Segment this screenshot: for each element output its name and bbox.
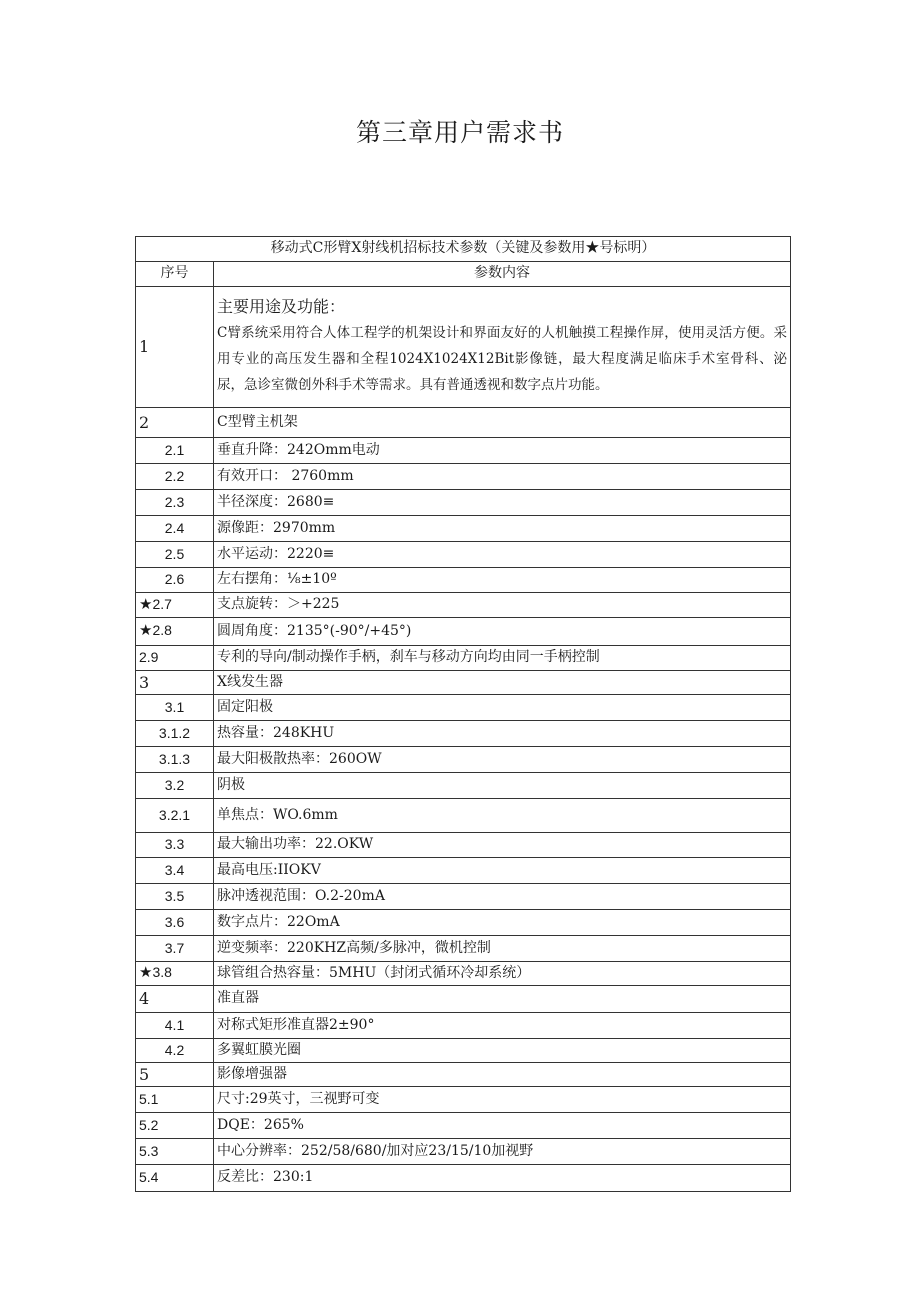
param-text: 有效开口： 2760mm [214,464,791,490]
section-title: 影像增强器 [214,1063,791,1087]
param-text: 支点旋转：＞+225 [214,593,791,618]
star-icon: ★ [139,622,153,640]
table-row [136,516,791,542]
param-text: 多翼虹膜光圈 [214,1039,791,1063]
row-number [136,936,214,962]
row-number-text: 5.3 [139,1142,159,1159]
table-row [136,695,791,721]
spec-table [135,236,791,1192]
row-number-text: 2.9 [139,649,159,666]
table-header-row [136,262,791,287]
row-number-text: 2.7 [152,595,172,612]
section-row [136,408,791,438]
table-row [136,618,791,646]
row-number [136,1087,214,1113]
section-row [136,671,791,695]
row-number [136,858,214,884]
row-number [136,773,214,799]
row-number-text: 3.3 [164,836,185,853]
row-number-text: 3.6 [164,913,185,930]
param-text: 尺寸:29英寸，三视野可变 [214,1087,791,1113]
table-row [136,910,791,936]
row-number [136,618,214,646]
row-number [136,747,214,773]
row-number [136,799,214,833]
param-text: 阴极 [214,773,791,799]
table-row [136,1013,791,1039]
table-row [136,858,791,884]
row-number-text: 3.2.1 [158,806,191,823]
row-number-text: 3.8 [152,964,172,981]
table-caption: 移动式C形臂X射线机招标技术参数（关键及参数用★号标明） [136,237,791,262]
param-text: 源像距：2970mm [214,516,791,542]
param-text: 固定阳极 [214,695,791,721]
star-icon: ★ [139,595,153,613]
table-row [136,1087,791,1113]
section-row [136,986,791,1013]
row-number-text: 3.2 [164,776,185,793]
table-row [136,1139,791,1165]
table-row [136,747,791,773]
row-number [136,721,214,747]
param-text: 中心分辨率：252/58/680/加对应23/15/10加视野 [214,1139,791,1165]
row-number [136,671,214,695]
intro-title: 主要用途及功能： [217,296,346,316]
intro-body: C臂系统采用符合人体工程学的机架设计和界面友好的人机触摸工程操作屏，使用灵活方便。采用专业的高压发生器和全程1024X1024X12Bit影像链，最大程度满足临床手术室骨科、泌尿，急诊室微创外科手术等需求。具有普通透视和数字点片功能。 [217,324,787,393]
table-caption-row [136,237,791,262]
row-number [136,695,214,721]
table-row [136,884,791,910]
intro-cell [214,287,791,408]
row-number [136,1063,214,1087]
table-row [136,438,791,464]
row-number [136,464,214,490]
section-row [136,1063,791,1087]
param-text: 脉冲透视范围：O.2-20mA [214,884,791,910]
row-number-text: 3.5 [164,887,185,904]
row-number [136,962,214,986]
row-number-text: 3.1.2 [158,724,191,741]
row-number: 1 [136,287,214,408]
param-text: 对称式矩形准直器2±90° [214,1013,791,1039]
row-number [136,568,214,593]
row-number [136,986,214,1013]
row-number-text: 3.1.3 [158,750,191,767]
row-number [136,1139,214,1165]
param-text: DQE：265% [214,1113,791,1139]
table-row [136,799,791,833]
row-number [136,516,214,542]
table-row [136,1113,791,1139]
page-title: 第三章用户需求书 [355,118,564,147]
row-number-text: 3.1 [164,698,185,715]
param-text: 圆周角度：2135°(-90°/+45°) [214,618,791,646]
param-text: 最大阳极散热率：260OW [214,747,791,773]
row-number-text: 3.4 [164,861,185,878]
table-row [136,464,791,490]
row-number-text: 5.4 [139,1169,159,1186]
section-title: X线发生器 [214,671,791,695]
table-row [136,593,791,618]
row-number-text: 2.6 [164,571,185,588]
row-number [136,833,214,858]
section-title: 准直器 [214,986,791,1013]
row-number-text: 5.2 [139,1116,159,1133]
param-text: 半径深度：2680≡ [214,490,791,516]
header-content: 参数内容 [214,262,791,287]
row-number [136,438,214,464]
param-text: 数字点片：22OmA [214,910,791,936]
row-number-text: 5.1 [139,1090,159,1107]
row-number [136,910,214,936]
param-text: 反差比：230:1 [214,1165,791,1192]
param-text: 单焦点：WO.6mm [214,799,791,833]
row-number [136,646,214,671]
star-icon: ★ [139,964,153,982]
table-row [136,568,791,593]
table-row [136,490,791,516]
row-number [136,1165,214,1192]
param-text: 专利的导向/制动操作手柄，刹车与移动方向均由同一手柄控制 [214,646,791,671]
table-row [136,1039,791,1063]
table-row [136,721,791,747]
row-number-text: 4 [139,989,150,1008]
row-number-text: 2.5 [164,545,185,562]
param-text: 球管组合热容量：5MHU（封闭式循环冷却系统） [214,962,791,986]
row-number-text: 2.4 [164,519,185,536]
table-row [136,833,791,858]
row-number [136,1013,214,1039]
row-number-text: 2.8 [152,622,172,639]
header-no: 序号 [136,262,214,287]
row-number-text: 2.2 [164,467,185,484]
param-text: 最大输出功率：22.OKW [214,833,791,858]
row-number-text: 4.1 [164,1016,185,1033]
row-number [136,1039,214,1063]
section-title: C型臂主机架 [214,408,791,438]
param-text: 水平运动：2220≡ [214,542,791,568]
row-number-text: 2 [139,412,150,432]
row-number-text: 2.1 [164,441,185,458]
row-number-text: 4.2 [164,1041,185,1058]
table-row [136,542,791,568]
table-row [136,962,791,986]
row-number-text: 3 [139,672,150,692]
row-number [136,542,214,568]
row-number [136,1113,214,1139]
param-text: 热容量：248KHU [214,721,791,747]
table-row [136,773,791,799]
table-row [136,1165,791,1192]
param-text: 最高电压:IIOKV [214,858,791,884]
row-number [136,490,214,516]
row-number-text: 3.7 [164,939,185,956]
param-text: 逆变频率：220KHZ高频/多脉冲，微机控制 [214,936,791,962]
row-number-text: 2.3 [164,493,185,510]
row-number-text: 5 [139,1064,150,1084]
row-number [136,593,214,618]
intro-row [136,287,791,408]
row-number [136,884,214,910]
param-text: 左右摆角：⅛±10º [214,568,791,593]
table-row [136,936,791,962]
table-row [136,646,791,671]
row-number [136,408,214,438]
param-text: 垂直升降：242Omm电动 [214,438,791,464]
